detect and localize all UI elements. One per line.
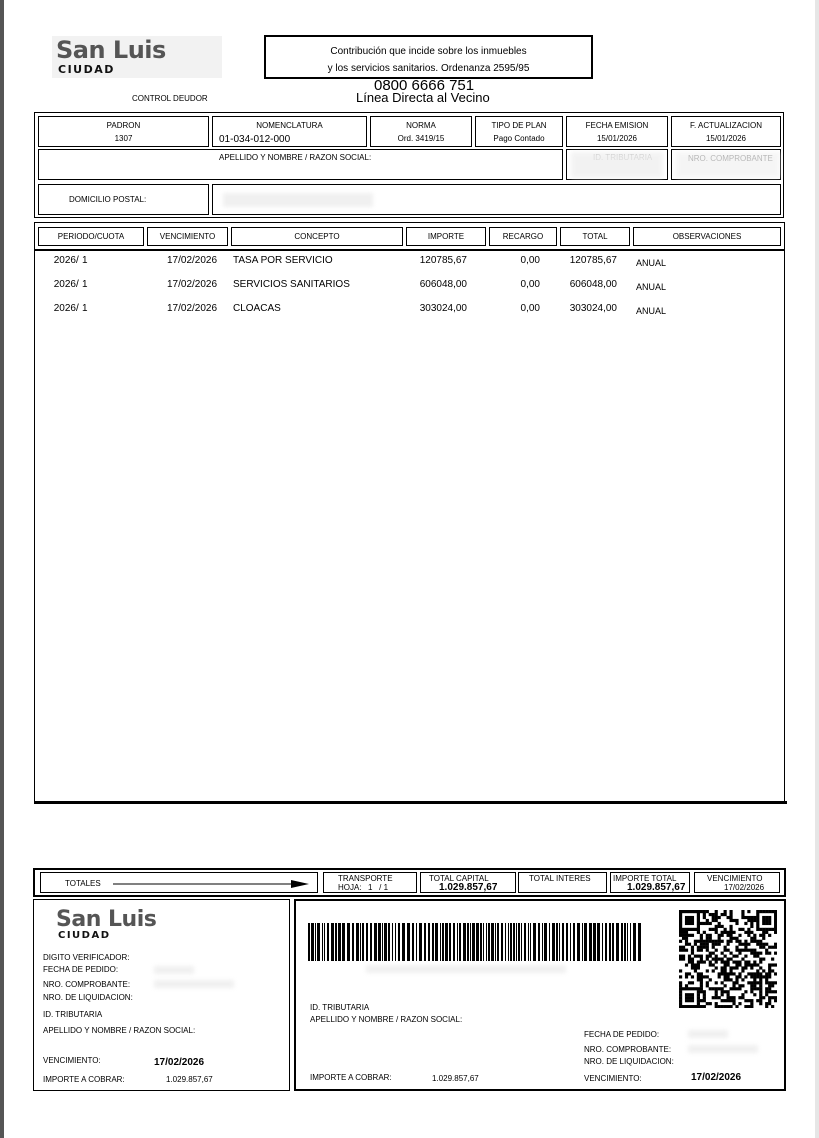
stub-nro-comprobante-label: NRO. COMPROBANTE: bbox=[43, 980, 131, 989]
col-label-total: TOTAL bbox=[582, 232, 608, 241]
vencimiento-total-label: VENCIMIENTO bbox=[707, 874, 763, 883]
row-concepto: SERVICIOS SANITARIOS bbox=[233, 279, 350, 290]
row-concepto: TASA POR SERVICIO bbox=[233, 255, 333, 266]
nomenclatura-value: 01-034-012-000 bbox=[219, 134, 291, 145]
domicilio-value-cell bbox=[212, 184, 781, 215]
logo-san-luis-text: San Luis bbox=[56, 36, 166, 64]
row-cuota: 1 bbox=[82, 255, 88, 266]
row-importe: 606048,00 bbox=[419, 279, 467, 290]
col-header-periodo bbox=[38, 227, 144, 246]
col-header-vencimiento bbox=[147, 227, 228, 246]
control-deudor-label: CONTROL DEUDOR bbox=[132, 94, 208, 103]
row-total: 120785,67 bbox=[569, 255, 617, 266]
col-header-recargo bbox=[489, 227, 557, 246]
row-periodo-separator: / bbox=[76, 255, 79, 266]
barcode-number-redacted bbox=[366, 965, 566, 973]
f-actualizacion-label: F. ACTUALIZACION bbox=[689, 121, 762, 130]
stub-logo-san-luis-text: San Luis bbox=[56, 907, 157, 932]
row-vencimiento: 17/02/2026 bbox=[167, 255, 218, 266]
stub-left bbox=[33, 899, 290, 1091]
row-total: 303024,00 bbox=[569, 303, 617, 314]
totales-label: TOTALES bbox=[65, 879, 101, 888]
transporte-label: TRANSPORTE bbox=[338, 874, 393, 883]
stub-right-apellido-label: APELLIDO Y NOMBRE / RAZON SOCIAL: bbox=[310, 1015, 463, 1024]
row-importe: 120785,67 bbox=[419, 255, 467, 266]
vencimiento-total-cell bbox=[694, 872, 780, 893]
total-capital-value: 1.029.857,67 bbox=[439, 882, 498, 893]
row-importe: 303024,00 bbox=[419, 303, 467, 314]
col-label-recargo: RECARGO bbox=[502, 232, 544, 241]
logo-ciudad-text: CIUDAD bbox=[58, 63, 115, 76]
row-periodo-separator: / bbox=[76, 303, 79, 314]
qr-code bbox=[679, 910, 777, 1008]
col-header-total bbox=[560, 227, 630, 246]
row-periodo: 2026 bbox=[53, 255, 76, 266]
phone-number: 0800 6666 751 bbox=[374, 77, 475, 94]
arrow-right-icon bbox=[113, 879, 313, 889]
id-tributaria-cell bbox=[566, 149, 668, 180]
padron-value: 1307 bbox=[114, 134, 133, 143]
col-label-importe: IMPORTE bbox=[427, 232, 465, 241]
nro-comprobante-cell bbox=[671, 149, 781, 180]
tipo-plan-label: TIPO DE PLAN bbox=[491, 121, 547, 130]
f-actualizacion-value: 15/01/2026 bbox=[705, 134, 747, 143]
stub-right-vencimiento-label: VENCIMIENTO: bbox=[584, 1074, 642, 1083]
fecha-emision-label: FECHA EMISION bbox=[585, 121, 649, 130]
detail-table-bottom-rule bbox=[34, 801, 787, 804]
row-periodo: 2026 bbox=[53, 279, 76, 290]
header-logo bbox=[52, 36, 222, 78]
stub-importe-value: 1.029.857,67 bbox=[166, 1075, 213, 1084]
stub-right-nro-comprobante-label: NRO. COMPROBANTE: bbox=[584, 1045, 672, 1054]
stub-right-importe-value: 1.029.857,67 bbox=[432, 1074, 479, 1083]
stub-right-vencimiento-value: 17/02/2026 bbox=[691, 1072, 742, 1083]
fecha-emision-value: 15/01/2026 bbox=[596, 134, 638, 143]
row-total: 606048,00 bbox=[569, 279, 617, 290]
f-actualizacion-cell bbox=[671, 116, 781, 147]
domicilio-label: DOMICILIO POSTAL: bbox=[69, 195, 147, 204]
row-recargo: 0,00 bbox=[520, 279, 540, 290]
row-vencimiento: 17/02/2026 bbox=[167, 303, 218, 314]
apellido-label: APELLIDO Y NOMBRE / RAZON SOCIAL: bbox=[219, 153, 372, 162]
fecha-emision-cell bbox=[566, 116, 668, 147]
importe-total-value: 1.029.857,67 bbox=[627, 882, 686, 893]
right-page-edge bbox=[815, 0, 819, 1138]
left-page-edge bbox=[0, 0, 4, 1138]
stub-right-id-tributaria-label: ID. TRIBUTARIA bbox=[310, 1003, 370, 1012]
norma-value: Ord. 3419/15 bbox=[397, 134, 445, 143]
domicilio-redacted bbox=[223, 193, 373, 207]
padron-cell bbox=[38, 116, 209, 147]
row-observaciones: ANUAL bbox=[636, 282, 667, 292]
row-recargo: 0,00 bbox=[520, 255, 540, 266]
stub-digito-label: DIGITO VERIFICADOR: bbox=[43, 953, 130, 962]
nomenclatura-label: NOMENCLATURA bbox=[256, 121, 323, 130]
total-capital-label: TOTAL CAPITAL bbox=[429, 874, 489, 883]
vencimiento-total-value: 17/02/2026 bbox=[724, 883, 765, 892]
row-concepto: CLOACAS bbox=[233, 303, 281, 314]
nro-comprobante-redacted bbox=[676, 152, 780, 178]
total-interes-label: TOTAL INTERES bbox=[529, 874, 591, 883]
col-label-concepto: CONCEPTO bbox=[294, 232, 340, 241]
detail-table-header-rule bbox=[34, 249, 785, 251]
row-periodo: 2026 bbox=[53, 303, 76, 314]
header-description-box bbox=[264, 35, 593, 79]
row-vencimiento: 17/02/2026 bbox=[167, 279, 218, 290]
totales-cell bbox=[40, 872, 318, 893]
stub-nro-comprobante-redacted bbox=[154, 980, 234, 988]
domicilio-label-cell bbox=[38, 184, 209, 215]
stub-importe-label: IMPORTE A COBRAR: bbox=[43, 1075, 125, 1084]
barcode bbox=[308, 923, 644, 961]
norma-cell bbox=[370, 116, 472, 147]
row-observaciones: ANUAL bbox=[636, 306, 667, 316]
stub-right-nro-liquidacion-label: NRO. DE LIQUIDACION: bbox=[584, 1057, 674, 1066]
stub-logo-ciudad-text: CIUDAD bbox=[58, 930, 111, 941]
padron-label: PADRON bbox=[106, 121, 141, 130]
total-capital-cell bbox=[420, 872, 516, 893]
row-cuota: 1 bbox=[82, 279, 88, 290]
stub-vencimiento-label: VENCIMIENTO: bbox=[43, 1056, 101, 1065]
stub-fecha-pedido-redacted bbox=[154, 966, 194, 974]
description-line-1: Contribución que incide sobre los inmuebles bbox=[330, 46, 527, 57]
col-label-periodo: PERIODO/CUOTA bbox=[57, 232, 125, 241]
apellido-cell bbox=[38, 149, 563, 180]
row-observaciones: ANUAL bbox=[636, 258, 667, 268]
hoja-label: HOJA: bbox=[338, 883, 362, 892]
row-cuota: 1 bbox=[82, 303, 88, 314]
hoja-value: 1 / 1 bbox=[368, 883, 389, 892]
stub-apellido-label: APELLIDO Y NOMBRE / RAZON SOCIAL: bbox=[43, 1026, 196, 1035]
importe-total-label: IMPORTE TOTAL bbox=[613, 874, 677, 883]
id-tributaria-redacted bbox=[571, 152, 663, 178]
col-label-observaciones: OBSERVACIONES bbox=[672, 232, 742, 241]
tipo-plan-value: Pago Contado bbox=[493, 134, 545, 143]
stub-fecha-pedido-label: FECHA DE PEDIDO: bbox=[43, 965, 119, 974]
col-label-vencimiento: VENCIMIENTO bbox=[159, 232, 216, 241]
stub-right-fecha-pedido-label: FECHA DE PEDIDO: bbox=[584, 1030, 660, 1039]
stub-id-tributaria-label: ID. TRIBUTARIA bbox=[43, 1010, 103, 1019]
importe-total-cell bbox=[610, 872, 690, 893]
total-interes-cell bbox=[518, 872, 607, 893]
stub-vencimiento-value: 17/02/2026 bbox=[154, 1057, 205, 1068]
transporte-cell bbox=[323, 872, 417, 893]
col-header-importe bbox=[406, 227, 486, 246]
col-header-concepto bbox=[231, 227, 403, 246]
stub-right bbox=[294, 899, 786, 1091]
stub-right-fecha-pedido-redacted bbox=[688, 1030, 728, 1038]
phone-label: Línea Directa al Vecino bbox=[356, 90, 490, 105]
stub-right-importe-label: IMPORTE A COBRAR: bbox=[310, 1073, 392, 1082]
norma-label: NORMA bbox=[406, 121, 436, 130]
row-periodo-separator: / bbox=[76, 279, 79, 290]
description-line-2: y los servicios sanitarios. Ordenanza 2595/95 bbox=[327, 63, 530, 74]
nomenclatura-cell bbox=[212, 116, 367, 147]
tipo-plan-cell bbox=[475, 116, 563, 147]
col-header-observaciones bbox=[633, 227, 781, 246]
stub-right-nro-comprobante-redacted bbox=[688, 1045, 758, 1053]
row-recargo: 0,00 bbox=[520, 303, 540, 314]
stub-nro-liquidacion-label: NRO. DE LIQUIDACION: bbox=[43, 993, 133, 1002]
